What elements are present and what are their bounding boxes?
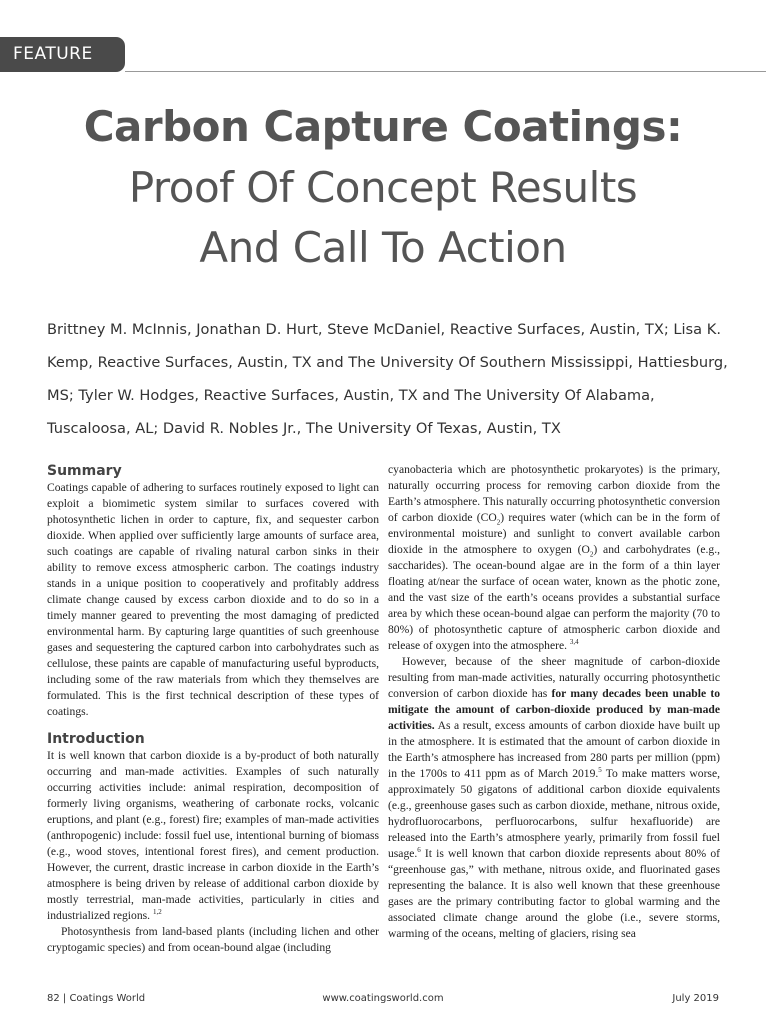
left-column [47,462,379,956]
summary-text: Coatings capable of adhering to surfaces routinely exposed to light can exploit a biomimetic system similar to surfaces covered with photosynthetic lichen in order to capture, fix, and sequester carbon dioxide. When applied over sufficiently large amounts of surface area, such coatings are capable of rivaling natural carbon sinks in their ability to remove excess atmospheric carbon. The coatings industry stands in a unique position to cooperatively and profitably address climate change caused by excess carbon dioxide and to do so in a timely manner geared to preventing the most damaging of predicted environmental harm. By capturing large quantities of such greenhouse gases and sequestering the captured carbon into carbohydrates such as cellulose, these paints are capable of manufacturing useful byproducts, including some of the raw materials from which they themselves are formulated. This is the first technical description of these types of coatings. [47,481,379,718]
r-b1: However, because of the sheer magnitude of carbon-dioxide resulting from man-made activities, naturally occurring photosynthetic conversion of carbon dioxide has [388,655,720,700]
header-rule [125,71,766,72]
r-a2: ) requires water (which can be in the form of environmental moisture) and sunlight to convert available carbon dioxide in the atmosphere to oxygen (O [388,511,721,556]
r-a3: ) and carbohydrates (e.g., saccharides). The ocean-bound algae are in the form of a thin layer floating at/near the surface of ocean water, known as the photic zone, and the vast size of the earth’s oceans provides a substantial surface area by which these ocean-bound algae can perform the majority (70 to 80%) of photosynthetic capture of atmospheric carbon dioxide and release of oxygen into the atmosphere. [388,543,720,652]
title-line-3: And Call To Action [199,223,567,272]
page-footer [47,993,719,1009]
r-b2: As a result, excess amounts of carbon dioxide have built up in the atmosphere. It is estimated that the amount of carbon dioxide in the Earth’s atmosphere has increased from 280 parts per million (ppm) in the 1700s to 411 ppm as of March 2019. [388,719,720,780]
r-a1: cyanobacteria which are photosynthetic prokaryotes) is the primary, naturally occurring process for removing carbon dioxide from the Earth’s atmosphere. This naturally occurring photosynthetic conversion of carbon dioxide (CO [388,463,720,524]
r-b2-ref: 5 [598,766,602,775]
summary-heading: Summary [47,463,122,479]
r-b3-ref: 6 [417,846,421,855]
intro-paragraph-1 [47,748,379,924]
footer-page-number: 82 | Coatings World [47,993,146,1004]
title-line-2: Proof Of Concept Results [128,163,638,212]
right-paragraph-1 [388,462,720,654]
introduction-heading: Introduction [47,731,145,747]
section-tab: FEATURE [0,37,125,72]
r-a2-sub: 2 [589,550,594,559]
title-line-1: Carbon Capture Coatings: [83,102,683,151]
r-a3-ref: 3,4 [569,638,579,647]
author-list: Brittney M. McInnis, Jonathan D. Hurt, Steve McDaniel, Reactive Surfaces, Austin, TX; Lisa K. Kemp, Reactive Surfaces, Austin, TX and The University Of Southern Mississippi, Hattiesburg, MS; Tyler W. Hodges, Reactive Surfaces, Austin, TX and The University Of Alabama, Tuscaloosa, AL; David R. Nobles Jr., The University Of Texas, Austin, TX [47,321,728,437]
r-b-bold: for many decades been unable to mitigate the amount of carbon-dioxide produced by man-made activities. [388,687,721,732]
right-paragraph-2 [388,654,720,942]
r-b3: To make matters worse, approximately 50 gigatons of additional carbon dioxide equivalents (e.g., greenhouse gases such as carbon dioxide, methane, nitrous oxide, hydrofluorocarbons, perfluorocarbons, sulfur hexafluoride) are released into the Earth’s atmosphere yearly, primarily from fossil fuel usage. [388,767,720,860]
right-column [388,462,720,942]
intro-paragraph-2: Photosynthesis from land-based plants (including lichen and other cryptogamic species) and from ocean-bound algae (including [47,925,379,954]
r-b4: It is well known that carbon dioxide represents about 80% of “greenhouse gas,” with methane, nitrous oxide, and fluorinated gases representing the balance. It is also well known that these greenhouse gases are the primary contributing factor to global warming and the associated climate change around the globe (i.e., severe storms, warming of the oceans, melting of glaciers, rising sea [388,847,720,940]
article-title [20,96,746,278]
intro-p1-text: It is well known that carbon dioxide is a by-product of both naturally occurring and man-made activities. Examples of such naturally occurring activities include: animal respiration, decomposition of formerly living organisms, weathering of carbonate rocks, volcanic eruptions, and plant (e.g., forest) fire; examples of man-made activities (anthropogenic) include: fossil fuel use, intentional burning of biomass (e.g., wood stoves, intentional forest fires), and cement production. However, the current, drastic increase in carbon dioxide in the Earth’s atmosphere is being driven by release of additional carbon dioxide by mostly terrestrial, man-made activities, particularly in cities and industrialized regions. [47,749,379,922]
r-a1-sub: 2 [496,518,501,527]
footer-date: July 2019 [672,993,719,1004]
intro-p1-ref: 1,2 [152,908,162,917]
footer-url: www.coatingsworld.com [322,993,444,1004]
